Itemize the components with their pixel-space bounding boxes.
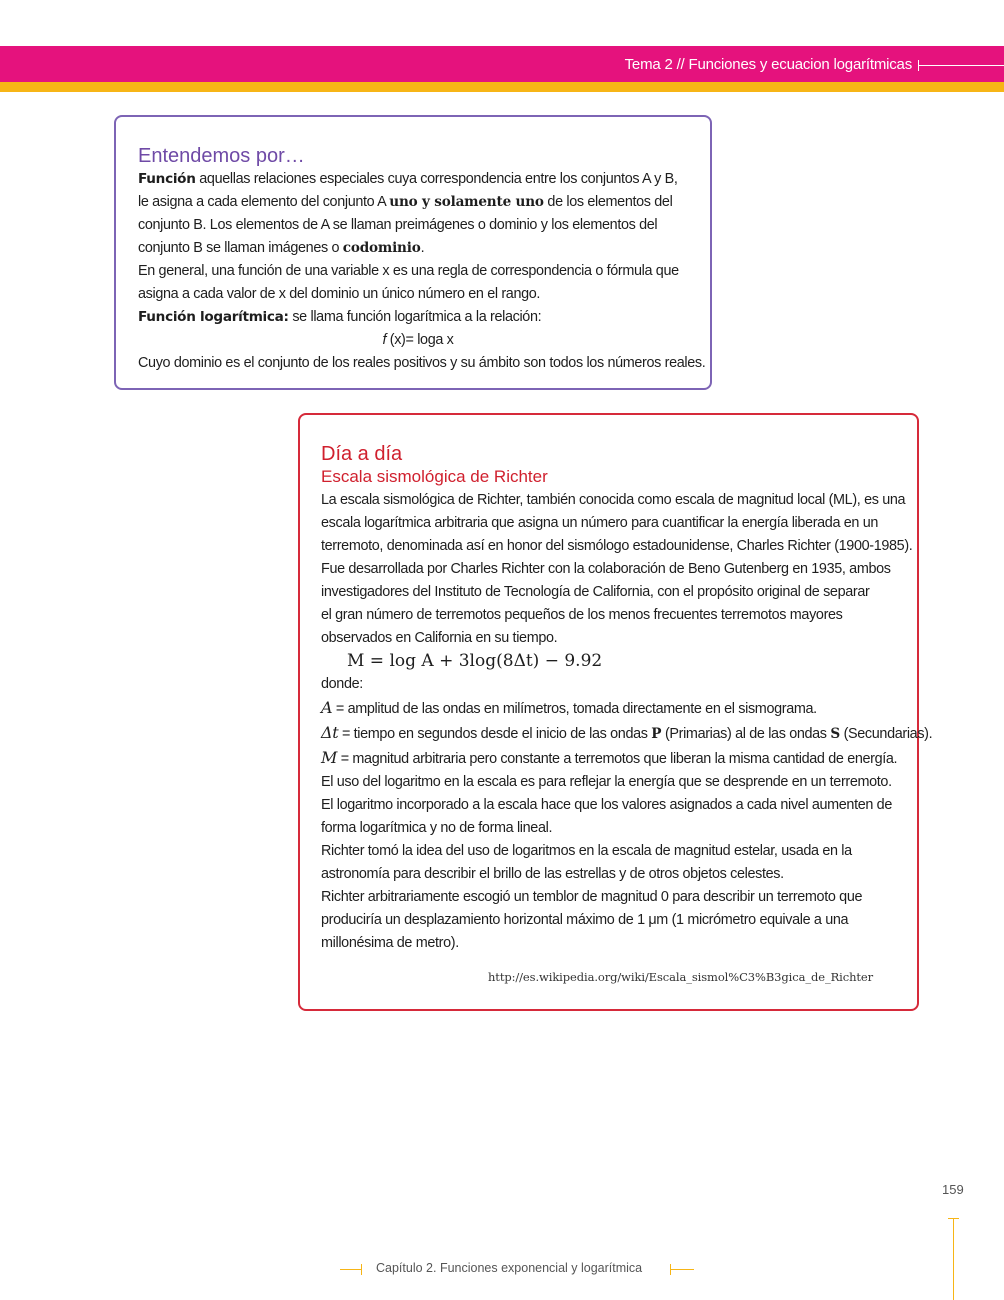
paragraph-line: El uso del logaritmo en la escala es para reflejar la energía que se desprende en un terremoto. [321, 774, 892, 790]
term-uno-solamente-uno: uno y solamente uno [389, 194, 544, 210]
symbol-a: A [321, 698, 333, 717]
text-run: = tiempo en segundos desde el inicio de las ondas [338, 726, 652, 742]
paragraph-line: Richter arbitrariamente escogió un temblor de magnitud 0 para describir un terremoto que [321, 889, 863, 905]
symbol-delta-t: Δt [321, 723, 339, 742]
definition-line: asigna a cada valor de x del dominio un único número en el rango. [138, 286, 541, 302]
page-marker-tick [948, 1218, 959, 1219]
footer-rule-right [670, 1269, 694, 1270]
paragraph-line: observados en California en su tiempo. [321, 630, 558, 646]
text-run: conjunto B se llaman imágenes o [138, 240, 343, 256]
daily-text [321, 489, 933, 955]
paragraph-line: el gran número de terremotos pequeños de los menos frecuentes terremotos mayores [321, 607, 843, 623]
paragraph-line: Fue desarrollada por Charles Richter con la colaboración de Beno Gutenberg en 1935, ambos [321, 561, 891, 577]
text-run: = amplitud de las ondas en milímetros, tomada directamente en el sismograma. [332, 701, 817, 717]
wave-s: S [830, 726, 840, 742]
text-run: . [420, 240, 425, 256]
chapter-footer [376, 1261, 642, 1275]
paragraph-line: produciría un desplazamiento horizontal máximo de 1 μm (1 micrómetro equivale a una [321, 912, 849, 928]
daily-subtitle: Escala sismológica de Richter [321, 467, 548, 486]
definition-line [138, 191, 698, 214]
text-run: aquellas relaciones especiales cuya correspondencia entre los conjuntos A y B, [195, 171, 678, 187]
formula-f: f [382, 332, 387, 348]
definition-line: En general, una función de una variable x es una regla de correspondencia o fórmula que [138, 263, 679, 279]
paragraph-line: astronomía para describir el brillo de las estrellas y de otros objetos celestes. [321, 866, 784, 882]
definition-heading: Entendemos por… [138, 145, 305, 167]
header-rule-tick [918, 60, 919, 71]
paragraph-line: Richter tomó la idea del uso de logaritmos en la escala de magnitud estelar, usada en la [321, 843, 852, 859]
wave-p: P [651, 726, 662, 742]
paragraph-line: investigadores del Instituto de Tecnología de California, con el propósito original de separar [321, 584, 870, 600]
text-run: le asigna a cada elemento del conjunto A [138, 194, 390, 210]
formula-rest: (x)= loga x [386, 332, 454, 348]
topic-title: Tema 2 // Funciones y ecuacion logarítmicas [624, 56, 912, 73]
footer-rule-right-tick [670, 1264, 671, 1275]
definition-line [138, 237, 698, 260]
paragraph-line: forma logarítmica y no de forma lineal. [321, 820, 553, 836]
definition-line: Cuyo dominio es el conjunto de los reales positivos y su ámbito son todos los números reales. [138, 355, 706, 371]
donde-label: donde: [321, 676, 363, 692]
page-marker-line [953, 1218, 954, 1300]
variable-m-definition [321, 746, 906, 771]
header-stripe [0, 82, 1004, 92]
source-url: http://es.wikipedia.org/wiki/Escala_sismol%C3%B3gica_de_Richter [488, 970, 873, 984]
definition-line: conjunto B. Los elementos de A se llaman preimágenes o dominio y los elementos del [138, 217, 658, 233]
text-run: (Secundarias). [839, 726, 933, 742]
paragraph-line: escala logarítmica arbitraria que asigna un número para cuantificar la energía liberada en un [321, 515, 879, 531]
paragraph-line: La escala sismológica de Richter, también conocida como escala de magnitud local (ML), es una [321, 492, 906, 508]
chapter-label: Capítulo 2. [376, 1261, 437, 1275]
paragraph-line: millonésima de metro). [321, 935, 459, 951]
text-run: de los elementos del [543, 194, 673, 210]
paragraph-line: El logaritmo incorporado a la escala hace que los valores asignados a cada nivel aumenten de [321, 797, 892, 813]
daily-heading: Día a día [321, 443, 403, 465]
text-run: = magnitud arbitraria pero constante a terremotos que liberan la misma cantidad de energía. [337, 751, 898, 767]
definition-line [138, 168, 698, 191]
footer-rule-left-tick [361, 1264, 362, 1275]
richter-formula: M = log A + 3log(8Δt) − 9.92 [347, 651, 603, 671]
term-codominio: codominio [342, 240, 421, 256]
definition-line [138, 306, 698, 329]
term-funcion-logaritmica: Función logarítmica: [138, 309, 289, 325]
definition-text [138, 168, 706, 375]
daily-box [298, 413, 933, 1011]
symbol-m: M [321, 748, 338, 767]
variable-a-definition [321, 696, 906, 721]
definition-box [114, 115, 712, 390]
text-run: se llama función logarítmica a la relación: [288, 309, 542, 325]
variable-t-definition [321, 721, 933, 746]
log-function-formula [138, 329, 698, 352]
term-funcion: Función [138, 171, 196, 187]
footer-rule-left [340, 1269, 362, 1270]
page-number: 159 [942, 1182, 964, 1197]
text-run: (Primarias) al de las ondas [661, 726, 831, 742]
header-rule [918, 65, 1004, 66]
chapter-title: Funciones exponencial y logarítmica [436, 1261, 643, 1275]
paragraph-line: terremoto, denominada así en honor del sismólogo estadounidense, Charles Richter (1900-1985). [321, 538, 913, 554]
